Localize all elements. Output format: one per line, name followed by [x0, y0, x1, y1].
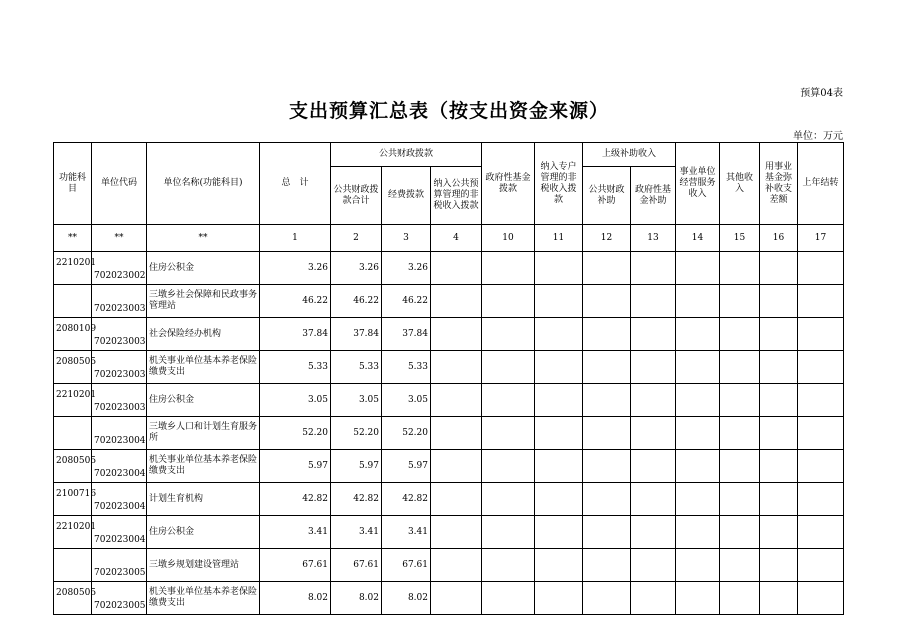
non-tax-cell	[431, 549, 482, 582]
col-business-income: 事业单位经营服务收入	[676, 143, 720, 225]
non-tax-cell	[431, 384, 482, 417]
index-cell: 17	[798, 225, 844, 252]
non-tax-cell	[431, 252, 482, 285]
non-tax-cell	[431, 582, 482, 615]
special-account-cell	[535, 285, 583, 318]
index-cell: 1	[260, 225, 331, 252]
upper-gov-fund-cell	[631, 351, 676, 384]
operating-funds-cell: 3.41	[382, 516, 431, 549]
public-fiscal-subtotal-cell: 46.22	[331, 285, 382, 318]
carryover-cell	[798, 450, 844, 483]
col-upper-public: 公共财政补助	[583, 167, 631, 225]
non-tax-cell	[431, 351, 482, 384]
business-income-cell	[676, 351, 720, 384]
unit-code-cell: 702023003	[92, 318, 147, 351]
unit-name-cell: 机关事业单位基本养老保险缴费支出	[147, 351, 260, 384]
index-cell: 13	[631, 225, 676, 252]
special-account-cell	[535, 252, 583, 285]
table-row	[54, 582, 844, 615]
carryover-cell	[798, 318, 844, 351]
index-cell: 3	[382, 225, 431, 252]
func-code-cell: 2080505	[54, 582, 92, 615]
upper-public-cell	[583, 252, 631, 285]
func-code-cell: 2080505	[54, 450, 92, 483]
upper-gov-fund-cell	[631, 483, 676, 516]
carryover-cell	[798, 582, 844, 615]
upper-public-cell	[583, 450, 631, 483]
upper-gov-fund-cell	[631, 450, 676, 483]
business-income-cell	[676, 384, 720, 417]
other-income-cell	[720, 483, 760, 516]
operating-funds-cell: 5.33	[382, 351, 431, 384]
unit-code-cell: 702023004	[92, 417, 147, 450]
gov-fund-cell	[482, 483, 535, 516]
upper-gov-fund-cell	[631, 516, 676, 549]
col-carryover: 上年结转	[798, 143, 844, 225]
fund-balance-cell	[760, 285, 798, 318]
index-cell: 10	[482, 225, 535, 252]
unit-code-cell: 702023004	[92, 483, 147, 516]
operating-funds-cell: 42.82	[382, 483, 431, 516]
carryover-cell	[798, 417, 844, 450]
table-row	[54, 483, 844, 516]
table-row	[54, 351, 844, 384]
unit-code-cell: 702023003	[92, 384, 147, 417]
public-fiscal-subtotal-cell: 3.26	[331, 252, 382, 285]
func-code-cell: 2210201	[54, 516, 92, 549]
total-cell: 5.33	[260, 351, 331, 384]
special-account-cell	[535, 384, 583, 417]
table-row	[54, 549, 844, 582]
other-income-cell	[720, 417, 760, 450]
unit-code-cell: 702023004	[92, 516, 147, 549]
upper-gov-fund-cell	[631, 549, 676, 582]
table-row	[54, 417, 844, 450]
gov-fund-cell	[482, 285, 535, 318]
public-fiscal-subtotal-cell: 5.97	[331, 450, 382, 483]
total-cell: 3.05	[260, 384, 331, 417]
upper-gov-fund-cell	[631, 417, 676, 450]
col-group-public-fiscal: 公共财政拨款	[331, 143, 482, 167]
func-code-cell: 2100716	[54, 483, 92, 516]
public-fiscal-subtotal-cell: 3.41	[331, 516, 382, 549]
index-cell: 11	[535, 225, 583, 252]
upper-gov-fund-cell	[631, 285, 676, 318]
special-account-cell	[535, 318, 583, 351]
upper-public-cell	[583, 549, 631, 582]
upper-gov-fund-cell	[631, 582, 676, 615]
business-income-cell	[676, 318, 720, 351]
table-row	[54, 285, 844, 318]
total-cell: 3.26	[260, 252, 331, 285]
fund-balance-cell	[760, 384, 798, 417]
index-cell: 15	[720, 225, 760, 252]
operating-funds-cell: 3.05	[382, 384, 431, 417]
upper-public-cell	[583, 516, 631, 549]
special-account-cell	[535, 516, 583, 549]
col-fund-balance: 用事业基金弥补收支差额	[760, 143, 798, 225]
other-income-cell	[720, 384, 760, 417]
gov-fund-cell	[482, 318, 535, 351]
carryover-cell	[798, 516, 844, 549]
public-fiscal-subtotal-cell: 37.84	[331, 318, 382, 351]
unit-name-cell: 住房公积金	[147, 516, 260, 549]
unit-name-cell: 三墩乡社会保障和民政事务管理站	[147, 285, 260, 318]
unit-name-cell: 社会保险经办机构	[147, 318, 260, 351]
col-special-account: 纳入专户管理的非税收入拨款	[535, 143, 583, 225]
fund-balance-cell	[760, 549, 798, 582]
unit-name-cell: 三墩乡人口和计划生育服务所	[147, 417, 260, 450]
func-code-cell	[54, 549, 92, 582]
carryover-cell	[798, 252, 844, 285]
total-cell: 52.20	[260, 417, 331, 450]
fund-balance-cell	[760, 483, 798, 516]
table-row	[54, 516, 844, 549]
page-title: 支出预算汇总表（按支出资金来源）	[288, 100, 609, 122]
unit-code-cell: 702023002	[92, 252, 147, 285]
public-fiscal-subtotal-cell: 42.82	[331, 483, 382, 516]
upper-gov-fund-cell	[631, 318, 676, 351]
gov-fund-cell	[482, 417, 535, 450]
special-account-cell	[535, 450, 583, 483]
col-upper-gov-fund: 政府性基金补助	[631, 167, 676, 225]
unit-code-cell: 702023005	[92, 582, 147, 615]
index-cell: 14	[676, 225, 720, 252]
special-account-cell	[535, 549, 583, 582]
special-account-cell	[535, 417, 583, 450]
fund-balance-cell	[760, 318, 798, 351]
unit-code-cell: 702023004	[92, 450, 147, 483]
upper-gov-fund-cell	[631, 252, 676, 285]
non-tax-cell	[431, 450, 482, 483]
index-cell: 2	[331, 225, 382, 252]
unit-name-cell: 三墩乡规划建设管理站	[147, 549, 260, 582]
gov-fund-cell	[482, 516, 535, 549]
other-income-cell	[720, 450, 760, 483]
func-code-cell: 2210201	[54, 384, 92, 417]
carryover-cell	[798, 351, 844, 384]
table-row	[54, 252, 844, 285]
col-unit-code: 单位代码	[92, 143, 147, 225]
table-body	[54, 252, 844, 615]
gov-fund-cell	[482, 351, 535, 384]
fund-balance-cell	[760, 417, 798, 450]
index-cell: 12	[583, 225, 631, 252]
total-cell: 37.84	[260, 318, 331, 351]
unit-code-cell: 702023003	[92, 285, 147, 318]
index-cell: **	[92, 225, 147, 252]
business-income-cell	[676, 450, 720, 483]
index-cell: 4	[431, 225, 482, 252]
gov-fund-cell	[482, 450, 535, 483]
col-total: 总 计	[260, 143, 331, 225]
business-income-cell	[676, 285, 720, 318]
upper-public-cell	[583, 285, 631, 318]
budget-table	[53, 142, 844, 615]
non-tax-cell	[431, 318, 482, 351]
operating-funds-cell: 8.02	[382, 582, 431, 615]
unit-label: 单位：万元	[793, 131, 843, 142]
total-cell: 42.82	[260, 483, 331, 516]
table-header	[54, 143, 844, 252]
non-tax-cell	[431, 285, 482, 318]
gov-fund-cell	[482, 582, 535, 615]
business-income-cell	[676, 483, 720, 516]
upper-public-cell	[583, 351, 631, 384]
unit-name-cell: 住房公积金	[147, 252, 260, 285]
col-public-fiscal-subtotal: 公共财政拨款合计	[331, 167, 382, 225]
fund-balance-cell	[760, 351, 798, 384]
other-income-cell	[720, 252, 760, 285]
business-income-cell	[676, 252, 720, 285]
upper-public-cell	[583, 384, 631, 417]
carryover-cell	[798, 549, 844, 582]
document-code: 预算04表	[800, 88, 843, 99]
public-fiscal-subtotal-cell: 67.61	[331, 549, 382, 582]
business-income-cell	[676, 582, 720, 615]
upper-public-cell	[583, 417, 631, 450]
business-income-cell	[676, 549, 720, 582]
total-cell: 67.61	[260, 549, 331, 582]
col-group-upper-subsidy: 上级补助收入	[583, 143, 676, 167]
non-tax-cell	[431, 417, 482, 450]
unit-name-cell: 机关事业单位基本养老保险缴费支出	[147, 450, 260, 483]
fund-balance-cell	[760, 582, 798, 615]
func-code-cell: 2080109	[54, 318, 92, 351]
fund-balance-cell	[760, 516, 798, 549]
col-func-code: 功能科目	[54, 143, 92, 225]
public-fiscal-subtotal-cell: 3.05	[331, 384, 382, 417]
col-gov-fund: 政府性基金拨款	[482, 143, 535, 225]
public-fiscal-subtotal-cell: 5.33	[331, 351, 382, 384]
fund-balance-cell	[760, 252, 798, 285]
operating-funds-cell: 3.26	[382, 252, 431, 285]
index-cell: **	[54, 225, 92, 252]
operating-funds-cell: 46.22	[382, 285, 431, 318]
col-non-tax: 纳入公共预算管理的非税收入拨款	[431, 167, 482, 225]
special-account-cell	[535, 582, 583, 615]
carryover-cell	[798, 483, 844, 516]
other-income-cell	[720, 516, 760, 549]
func-code-cell: 2210201	[54, 252, 92, 285]
col-unit-name: 单位名称(功能科目)	[147, 143, 260, 225]
upper-gov-fund-cell	[631, 384, 676, 417]
other-income-cell	[720, 285, 760, 318]
total-cell: 8.02	[260, 582, 331, 615]
table-row	[54, 450, 844, 483]
special-account-cell	[535, 483, 583, 516]
business-income-cell	[676, 417, 720, 450]
index-cell: 16	[760, 225, 798, 252]
upper-public-cell	[583, 483, 631, 516]
index-row	[54, 225, 844, 252]
func-code-cell	[54, 285, 92, 318]
func-code-cell: 2080505	[54, 351, 92, 384]
unit-code-cell: 702023005	[92, 549, 147, 582]
operating-funds-cell: 67.61	[382, 549, 431, 582]
carryover-cell	[798, 285, 844, 318]
unit-name-cell: 计划生育机构	[147, 483, 260, 516]
operating-funds-cell: 5.97	[382, 450, 431, 483]
non-tax-cell	[431, 516, 482, 549]
other-income-cell	[720, 351, 760, 384]
operating-funds-cell: 52.20	[382, 417, 431, 450]
gov-fund-cell	[482, 252, 535, 285]
other-income-cell	[720, 582, 760, 615]
other-income-cell	[720, 549, 760, 582]
col-other-income: 其他收入	[720, 143, 760, 225]
unit-name-cell: 机关事业单位基本养老保险缴费支出	[147, 582, 260, 615]
business-income-cell	[676, 516, 720, 549]
gov-fund-cell	[482, 384, 535, 417]
public-fiscal-subtotal-cell: 52.20	[331, 417, 382, 450]
unit-code-cell: 702023003	[92, 351, 147, 384]
upper-public-cell	[583, 582, 631, 615]
total-cell: 5.97	[260, 450, 331, 483]
carryover-cell	[798, 384, 844, 417]
table-row	[54, 318, 844, 351]
col-operating-funds: 经费拨款	[382, 167, 431, 225]
fund-balance-cell	[760, 450, 798, 483]
func-code-cell	[54, 417, 92, 450]
gov-fund-cell	[482, 549, 535, 582]
non-tax-cell	[431, 483, 482, 516]
table-row	[54, 384, 844, 417]
operating-funds-cell: 37.84	[382, 318, 431, 351]
other-income-cell	[720, 318, 760, 351]
upper-public-cell	[583, 318, 631, 351]
total-cell: 3.41	[260, 516, 331, 549]
index-cell: **	[147, 225, 260, 252]
unit-name-cell: 住房公积金	[147, 384, 260, 417]
public-fiscal-subtotal-cell: 8.02	[331, 582, 382, 615]
total-cell: 46.22	[260, 285, 331, 318]
special-account-cell	[535, 351, 583, 384]
